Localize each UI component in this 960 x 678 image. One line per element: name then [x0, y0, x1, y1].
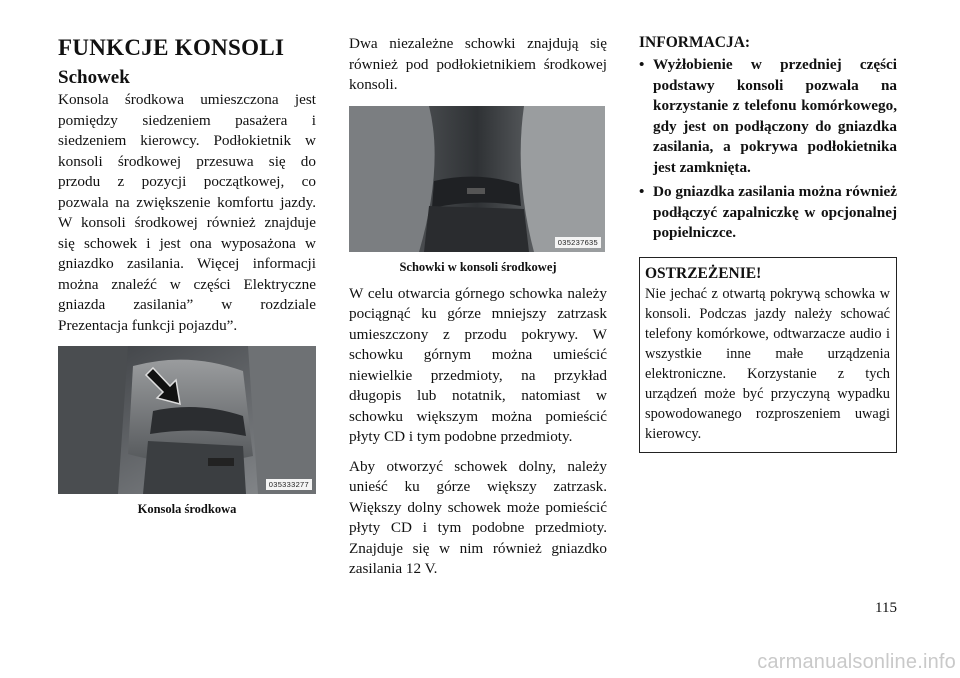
center-console-photo: [58, 346, 316, 494]
warning-title: OSTRZEŻENIE!: [645, 264, 762, 282]
center-console-illustration: [58, 346, 316, 494]
console-storage-photo: [349, 106, 605, 252]
left-column: [58, 34, 316, 517]
subsection-title: Schowek: [58, 67, 130, 88]
middle-column: [349, 34, 607, 580]
upper-storage-text: W celu otwarcia górnego schowka należy pociągnąć ku górze mniejszy zatrzask umieszczony z przodu pokrywy. W schowku górnym można umieścić niewielkie przedmioty, na przykład długopis lub notatnik, natomiast w schowku większym można pomieścić płyty CD i tym podobne przedmioty.: [349, 284, 607, 445]
figure-caption: Schowki w konsoli środkowej: [399, 259, 557, 274]
info-item: [639, 55, 897, 178]
lower-storage-text: Aby otworzyć schowek dolny, należy unieść ku górze większy zatrzask. Większy dolny schowek może pomieścić płyty CD i tym podobne przedmioty. Znajduje się w nim również gniazdko zasilania 12 V.: [349, 457, 607, 577]
bullet-icon: •: [639, 183, 645, 200]
section-title: FUNKCJE KONSOLI: [58, 35, 285, 60]
storage-intro: Dwa niezależne schowki znajdują się również pod podłokietnikiem środkowej konsoli.: [349, 35, 607, 93]
watermark: carmanualsonline.info: [757, 651, 956, 673]
info-item-text: Do gniazdka zasilania można również podłączyć zapalniczkę w opcjonalnej popielniczce.: [653, 183, 897, 241]
info-list: [639, 55, 897, 244]
info-item-text: Wyżłobienie w przedniej części podstawy konsoli pozwala na korzystanie z telefonu komórkowego, gdy jest on podłączony do gniazdka zasilania, a pokrywa podłokietnika jest zamknięta.: [653, 56, 897, 176]
warning-text: Nie jechać z otwartą pokrywą schowka w konsoli. Podczas jazdy należy schować telefony komórkowe, odtwarzacze audio i wszystkie inne małe urządzenia elektroniczne. Korzystanie z tych urządzeń może być przyczyną wypadku spowodowanego rozproszeniem uwagi kierowcy.: [645, 285, 890, 442]
figure-center-console: [58, 346, 316, 517]
figure-code: 035333277: [266, 479, 312, 490]
console-description: Konsola środkowa umieszczona jest pomiędzy siedzeniem pasażera i siedzeniem kierowcy. Podłokietnik w konsoli środkowej przesuwa się do przodu z pozycji początkowej, co pozwala na zwiększenie komfortu jazdy. W konsoli środkowej również znajduje się schowek i jest ona wyposażona w gniazdko zasilania. Więcej informacji można znaleźć w części Elektryczne gniazda zasilania” w rozdziale Prezentacja funkcji pojazdu”.: [58, 91, 316, 334]
info-title: INFORMACJA:: [639, 34, 751, 51]
bullet-icon: •: [639, 56, 645, 73]
figure-caption: Konsola środkowa: [137, 502, 237, 516]
figure-code: 035237635: [555, 237, 601, 248]
figure-console-storage: [349, 106, 607, 275]
right-column: [639, 34, 897, 453]
page-number: 115: [875, 600, 897, 616]
console-storage-illustration: [349, 106, 605, 252]
warning-box: [639, 257, 897, 453]
info-item: [639, 182, 897, 244]
